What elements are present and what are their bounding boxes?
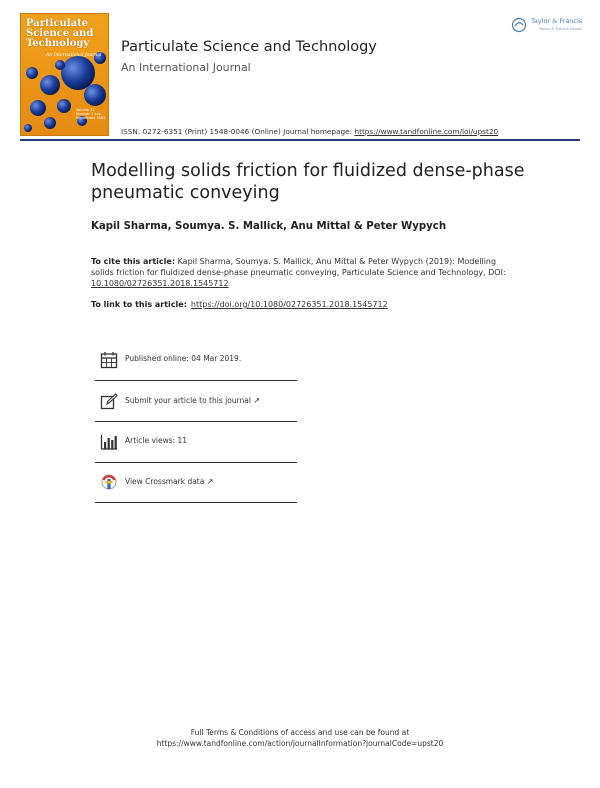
header-divider — [20, 139, 580, 141]
article-authors: Kapil Sharma, Soumya. S. Mallick, Anu Mittal & Peter Wypych — [91, 221, 447, 232]
submit-article-link[interactable]: Submit your article to this journal ↗ — [125, 396, 261, 405]
cover-subtitle: An International Journal — [46, 53, 102, 58]
cover-issue-info: Volume 22 Number 3 July–September 2004 — [76, 108, 106, 121]
article-views-label: Article views: 11 — [125, 436, 188, 445]
article-views-row — [95, 421, 297, 461]
logo-tagline: Taylor & Francis Group — [539, 26, 582, 31]
link-label: To link to this article: — [91, 300, 187, 309]
published-date-label: Published online: 04 Mar 2019. — [125, 354, 242, 363]
article-doi-link[interactable]: https://doi.org/10.1080/02726351.2018.1545712 — [190, 300, 388, 309]
footer-terms-text: Full Terms & Conditions of access and use can be found at — [190, 728, 410, 737]
footer-terms — [0, 727, 600, 749]
citation-text: Kapil Sharma, Soumya. S. Mallick, Anu Mittal & Peter Wypych (2019): Modelling solids friction for fluidized dense-phase pneumatic conveying, Particulate Science and Technology, DOI: — [91, 257, 506, 277]
issn-line — [121, 127, 498, 136]
external-link-icon: ↗ — [206, 477, 214, 486]
logo-swirl-icon — [511, 17, 527, 33]
issn-text: ISSN: 0272-6351 (Print) 1548-0046 (Online) Journal homepage: — [121, 127, 353, 136]
article-title: Modelling solids friction for fluidized dense-phase pneumatic conveying — [91, 161, 525, 203]
edit-icon — [100, 393, 118, 411]
article-link-line — [91, 300, 388, 309]
external-link-icon: ↗ — [253, 396, 261, 405]
journal-cover-image — [20, 13, 109, 136]
citation-label: To cite this article: — [91, 257, 176, 266]
published-online-row — [95, 339, 297, 379]
logo-brand-text: Taylor & Francis — [531, 17, 583, 25]
info-divider — [95, 502, 297, 503]
journal-homepage-link[interactable]: https://www.tandfonline.com/loi/upst20 — [354, 127, 499, 136]
crossmark-link[interactable]: View Crossmark data ↗ — [125, 477, 214, 486]
submit-article-row[interactable] — [95, 381, 297, 421]
cover-title: Particulate Science and Technology — [26, 18, 94, 49]
calendar-icon — [100, 351, 118, 369]
crossmark-icon — [100, 474, 118, 492]
journal-title: Particulate Science and Technology — [121, 39, 377, 55]
footer-terms-link[interactable]: https://www.tandfonline.com/action/journalInformation?journalCode=upst20 — [156, 739, 444, 748]
crossmark-row[interactable] — [95, 462, 297, 502]
bar-chart-icon — [100, 433, 118, 451]
citation-block — [91, 256, 511, 289]
citation-doi-link[interactable]: 10.1080/02726351.2018.1545712 — [91, 279, 229, 288]
taylor-francis-logo[interactable] — [511, 16, 583, 36]
journal-subtitle: An International Journal — [121, 61, 251, 74]
